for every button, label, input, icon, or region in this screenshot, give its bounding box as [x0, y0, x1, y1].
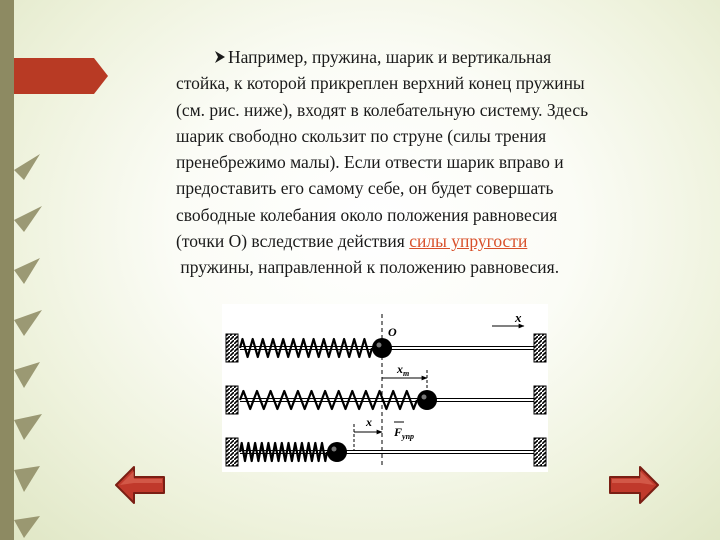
origin-label: O [388, 325, 397, 339]
next-slide-button[interactable] [608, 464, 660, 506]
text-line: стойка, к которой прикреплен верхний конец пружины [176, 73, 585, 94]
spring-coil [240, 391, 417, 409]
arrow-left-icon [116, 467, 164, 503]
elastic-force-link[interactable]: силы упругости [409, 231, 528, 252]
x-displacement-label: x [366, 415, 372, 429]
prev-slide-button[interactable] [114, 464, 166, 506]
xm-label [396, 362, 409, 378]
text-line: шарик свободно скользит по струне (силы трения [176, 125, 547, 146]
figure-svg [222, 304, 548, 472]
ball [372, 338, 392, 358]
text-line: пренебрежимо малы). Если отвести шарик вправо и [176, 152, 564, 173]
ball-highlight [422, 395, 427, 400]
bullet-arrow-icon [214, 51, 226, 63]
right-wall [534, 386, 546, 414]
ball-highlight [377, 343, 382, 348]
spring-coil [240, 339, 372, 357]
x-axis-label: x [515, 310, 522, 325]
spring-coil [240, 443, 327, 461]
leaf-decoration [0, 150, 44, 540]
arrow-right-icon [610, 467, 658, 503]
text-line: Например, пружина, шарик и вертикальная [228, 47, 552, 67]
title-tab-arrow [14, 58, 108, 94]
xm-label-main: x [397, 362, 403, 376]
ball-highlight [332, 447, 337, 452]
left-wall [226, 438, 238, 466]
right-wall [534, 438, 546, 466]
xm-label-sub: m [403, 369, 410, 378]
ball [327, 442, 347, 462]
text-line: (точки O) вследствие действия [176, 231, 410, 252]
text-line: пружины, направленной к положению равновесия. [180, 257, 560, 278]
body-paragraph [176, 44, 658, 281]
force-label-sub: упр [402, 432, 415, 441]
left-wall [226, 386, 238, 414]
text-line: предоставить его самому себе, он будет совершать [176, 178, 554, 199]
text-line: свободные колебания около положения равновесия [176, 204, 558, 225]
text-line: (см. рис. ниже), входят в колебательную систему. Здесь [176, 99, 589, 120]
force-label [393, 425, 414, 441]
left-wall [226, 334, 238, 362]
force-label-main: F [394, 425, 403, 439]
spring-oscillation-figure [222, 304, 548, 472]
right-wall [534, 334, 546, 362]
